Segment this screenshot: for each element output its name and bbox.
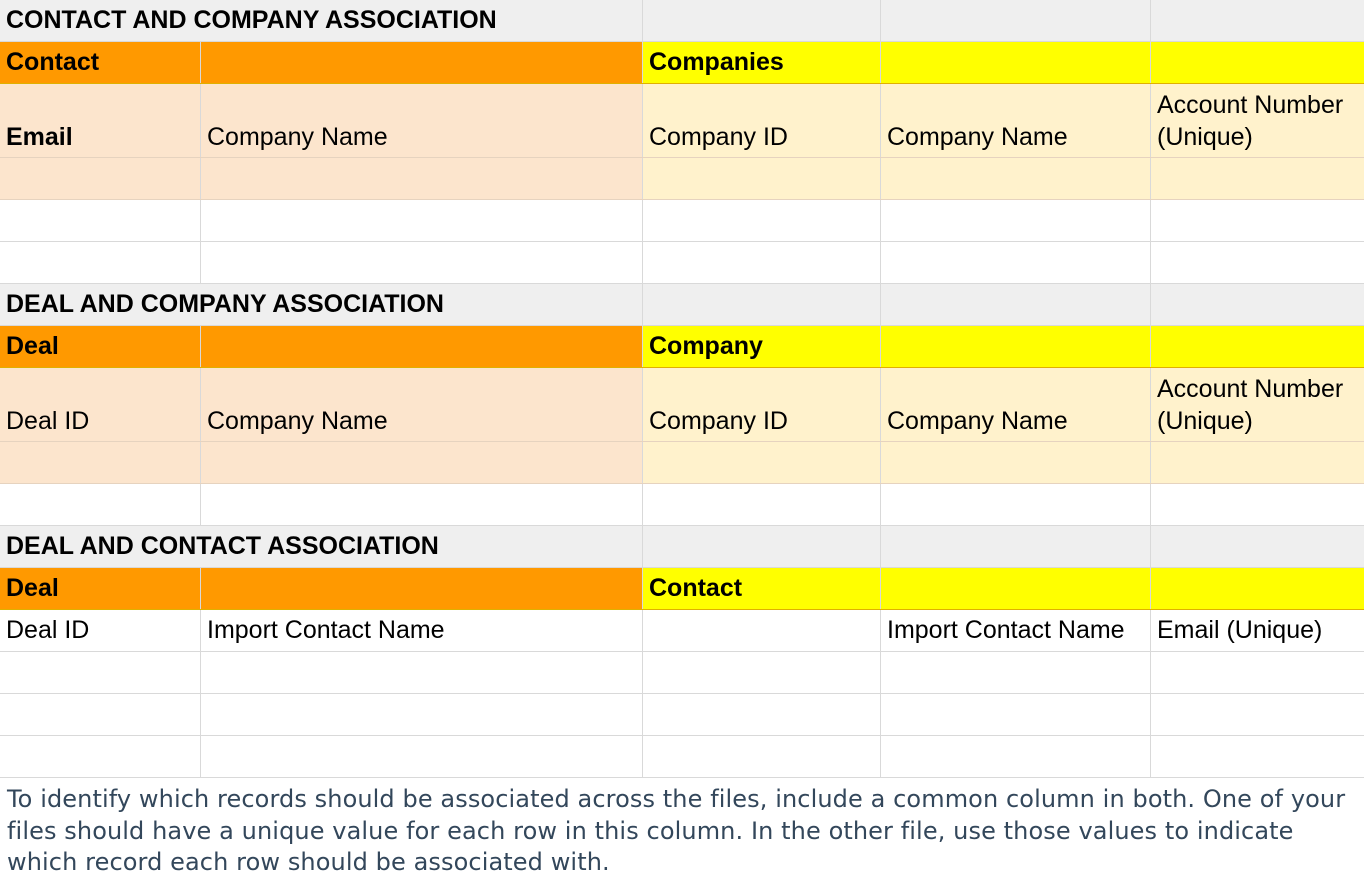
column-header[interactable]: Deal ID (0, 368, 201, 441)
cell[interactable] (1151, 526, 1364, 567)
cell[interactable] (0, 158, 201, 199)
table-row (0, 652, 1364, 694)
object-header-right[interactable]: Contact (643, 568, 881, 609)
cell[interactable] (881, 284, 1151, 325)
cell[interactable] (881, 326, 1151, 367)
cell[interactable] (881, 568, 1151, 609)
cell[interactable] (1151, 694, 1364, 735)
column-header-row (0, 610, 1364, 652)
object-header-right[interactable]: Companies (643, 42, 881, 83)
column-header[interactable]: Company Name (881, 368, 1151, 441)
cell[interactable] (881, 694, 1151, 735)
cell[interactable] (1151, 484, 1364, 525)
object-header-right[interactable]: Company (643, 326, 881, 367)
column-header[interactable]: Account Number (Unique) (1151, 368, 1364, 441)
cell[interactable] (201, 484, 643, 525)
cell[interactable] (0, 442, 201, 483)
cell[interactable] (881, 652, 1151, 693)
cell[interactable] (0, 694, 201, 735)
cell[interactable] (201, 694, 643, 735)
cell[interactable] (643, 694, 881, 735)
table-row (0, 484, 1364, 526)
cell[interactable] (643, 652, 881, 693)
column-header[interactable]: Company Name (881, 84, 1151, 157)
cell[interactable] (643, 284, 881, 325)
section-title-row (0, 284, 1364, 326)
column-header[interactable]: Company Name (201, 368, 643, 441)
cell[interactable] (201, 42, 643, 83)
cell[interactable] (881, 736, 1151, 777)
cell[interactable] (0, 484, 201, 525)
cell[interactable] (643, 200, 881, 241)
cell[interactable] (881, 526, 1151, 567)
cell[interactable] (201, 158, 643, 199)
cell[interactable] (1151, 442, 1364, 483)
cell[interactable] (0, 200, 201, 241)
cell[interactable] (201, 736, 643, 777)
cell[interactable] (1151, 568, 1364, 609)
column-header[interactable]: Account Number (Unique) (1151, 84, 1364, 157)
cell[interactable] (881, 442, 1151, 483)
section-title[interactable]: DEAL AND COMPANY ASSOCIATION (0, 284, 643, 325)
cell[interactable] (1151, 42, 1364, 83)
cell[interactable] (881, 200, 1151, 241)
cell[interactable] (1151, 158, 1364, 199)
table-row (0, 200, 1364, 242)
column-header[interactable]: Company Name (201, 84, 643, 157)
column-header[interactable]: Import Contact Name (881, 610, 1151, 651)
cell[interactable] (881, 158, 1151, 199)
cell[interactable] (643, 484, 881, 525)
column-header[interactable]: Email (0, 84, 201, 157)
cell[interactable] (643, 158, 881, 199)
section-title-row (0, 526, 1364, 568)
cell[interactable] (1151, 0, 1364, 41)
footnote-text: To identify which records should be associated across the files, include a common column in both. One of your files should have a unique value for each row in this column. In the other file, use those values to indicate which record each row should be associated with. (7, 785, 1346, 876)
cell[interactable] (1151, 284, 1364, 325)
cell[interactable] (201, 568, 643, 609)
cell[interactable] (0, 242, 201, 283)
column-header[interactable]: Company ID (643, 84, 881, 157)
section-title[interactable]: DEAL AND CONTACT ASSOCIATION (0, 526, 643, 567)
section-title-row (0, 0, 1364, 42)
section-title[interactable]: CONTACT AND COMPANY ASSOCIATION (0, 0, 643, 41)
column-header-row (0, 368, 1364, 442)
cell[interactable] (881, 242, 1151, 283)
cell[interactable] (201, 200, 643, 241)
column-header[interactable] (643, 610, 881, 651)
column-header[interactable]: Company ID (643, 368, 881, 441)
cell[interactable] (201, 326, 643, 367)
cell[interactable] (643, 736, 881, 777)
column-header[interactable]: Import Contact Name (201, 610, 643, 651)
cell[interactable] (881, 0, 1151, 41)
cell[interactable] (1151, 326, 1364, 367)
cell[interactable] (643, 0, 881, 41)
column-header[interactable]: Deal ID (0, 610, 201, 651)
table-row (0, 158, 1364, 200)
object-header-left[interactable]: Deal (0, 326, 201, 367)
cell[interactable] (201, 442, 643, 483)
cell[interactable] (643, 442, 881, 483)
cell[interactable] (643, 242, 881, 283)
cell[interactable] (201, 242, 643, 283)
cell[interactable] (1151, 242, 1364, 283)
table-row (0, 736, 1364, 778)
cell[interactable] (881, 484, 1151, 525)
cell[interactable] (881, 42, 1151, 83)
table-row (0, 242, 1364, 284)
cell[interactable] (1151, 736, 1364, 777)
cell[interactable] (1151, 652, 1364, 693)
cell[interactable] (1151, 200, 1364, 241)
object-header-row (0, 326, 1364, 368)
table-row (0, 694, 1364, 736)
cell[interactable] (643, 526, 881, 567)
cell[interactable] (201, 652, 643, 693)
cell[interactable] (0, 652, 201, 693)
table-row (0, 442, 1364, 484)
cell[interactable] (0, 736, 201, 777)
object-header-left[interactable]: Deal (0, 568, 201, 609)
object-header-row (0, 42, 1364, 84)
column-header-row (0, 84, 1364, 158)
object-header-left[interactable]: Contact (0, 42, 201, 83)
column-header[interactable]: Email (Unique) (1157, 616, 1323, 644)
object-header-row (0, 568, 1364, 610)
